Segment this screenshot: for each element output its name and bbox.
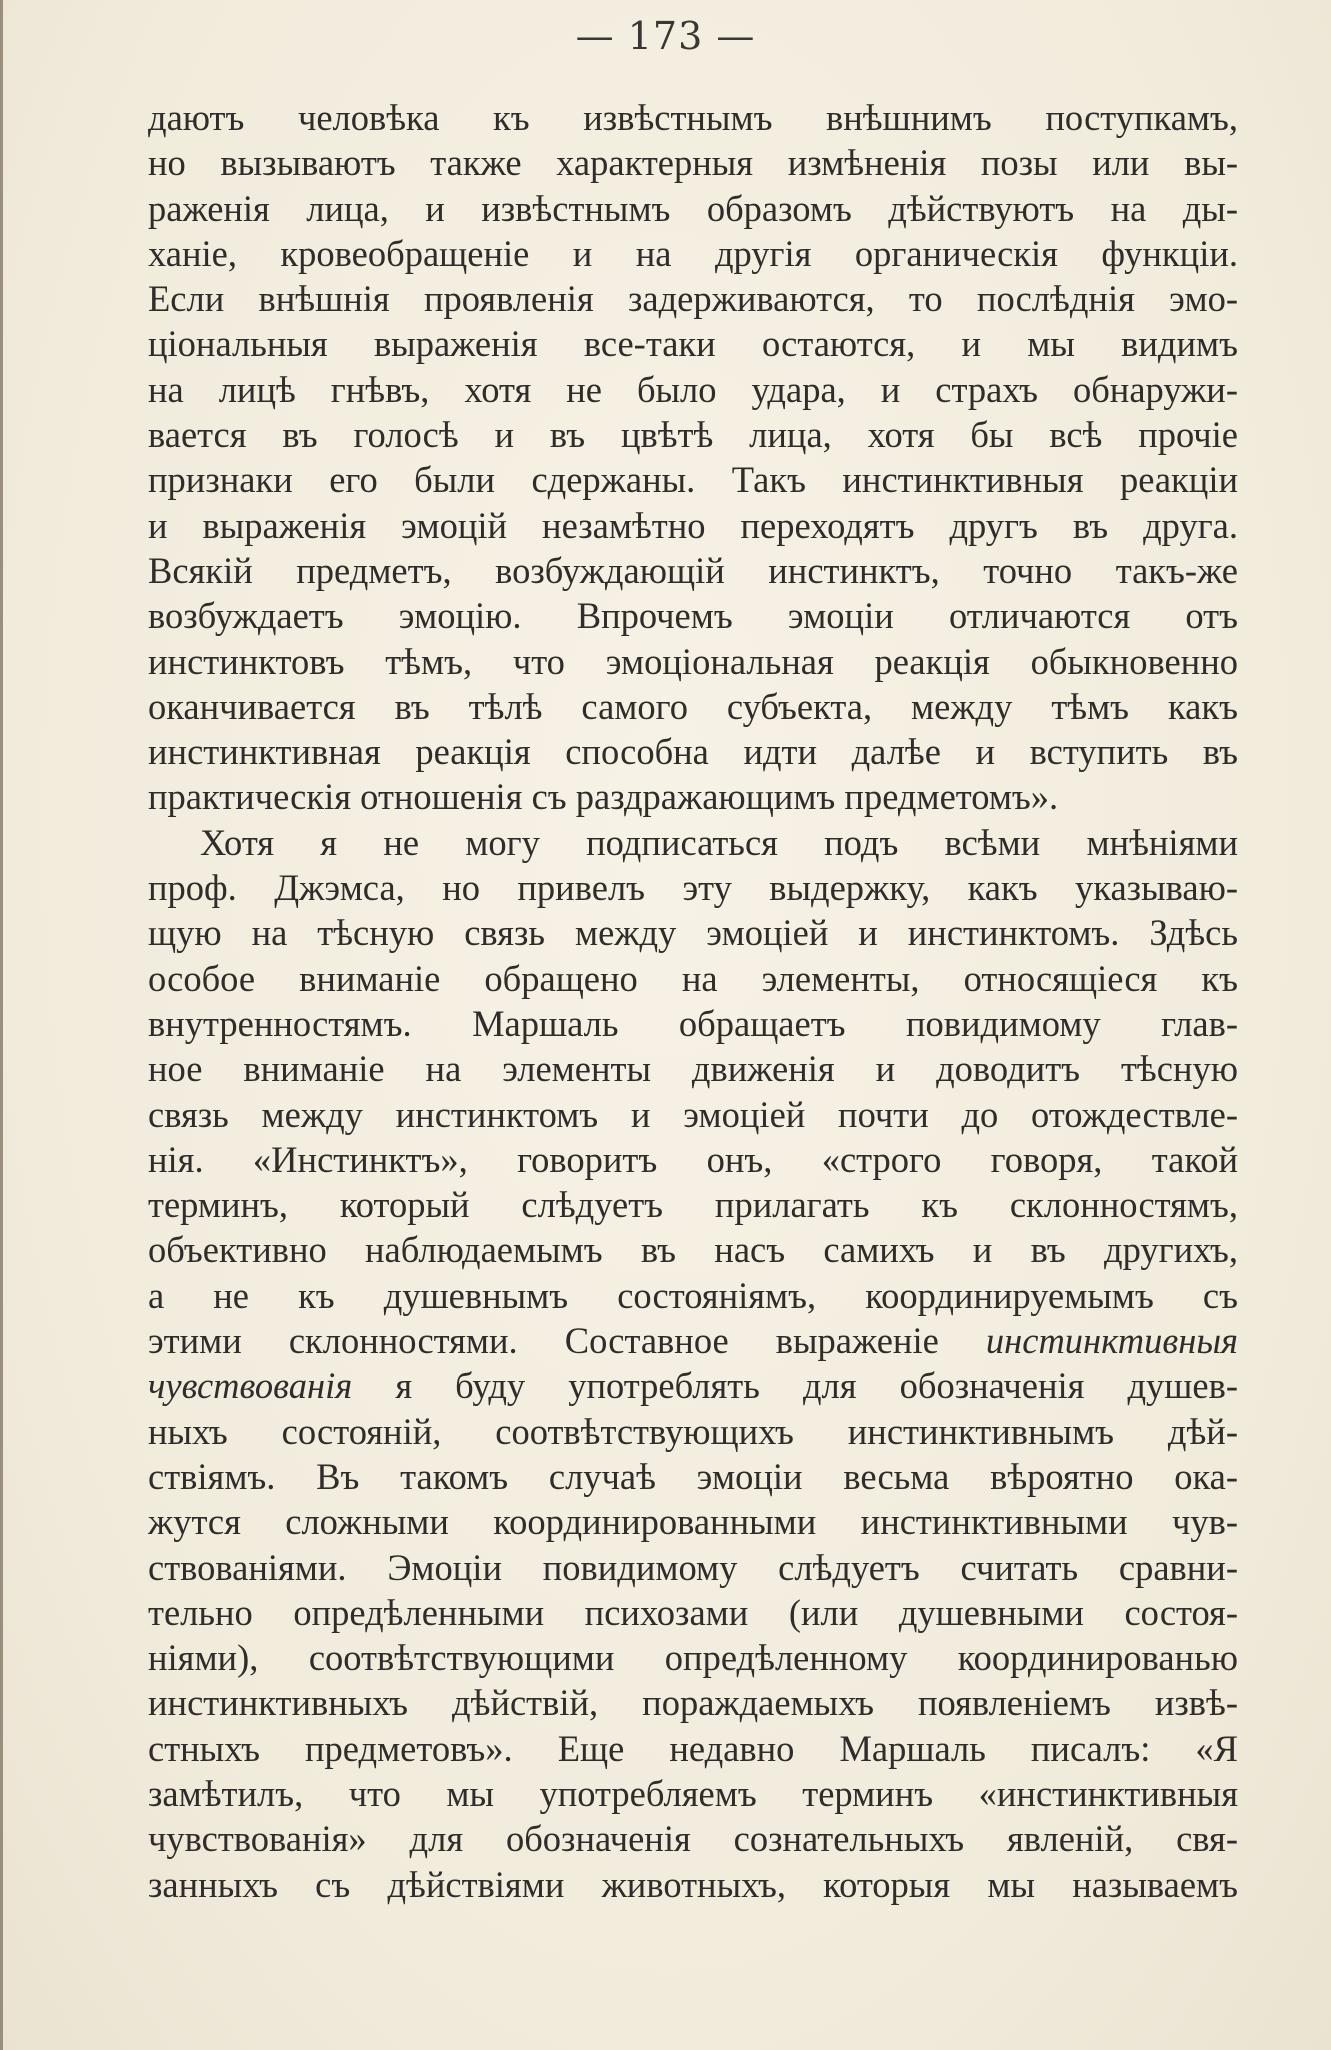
text-line: проф. Джэмса, но привелъ эту выдержку, какъ указываю- [148,867,1238,909]
text-line: ханіе, кровеобращеніе и на другія органическія функціи. [148,232,1238,274]
text-line: а не къ душевнымъ состояніямъ, координируемымъ съ [148,1274,1238,1316]
text-line: оканчивается въ тѣлѣ самого субъекта, между тѣмъ какъ [148,685,1238,727]
text-line: нія. «Инстинктъ», говоритъ онъ, «строго говоря, такой [148,1138,1238,1180]
body-text [148,95,1238,1907]
text-line: инстинктивная реакція способна идти далѣе и вступить въ [148,731,1238,773]
text-line: вается въ голосѣ и въ цвѣтѣ лица, хотя бы всѣ прочіе [148,414,1238,456]
text-line: ствіямъ. Въ такомъ случаѣ эмоціи весьма вѣроятно ока- [148,1455,1238,1497]
text-line: ное вниманіе на элементы движенія и доводитъ тѣсную [148,1048,1238,1090]
text-line: ніями), соотвѣтствующими опредѣленному координированью [148,1637,1238,1679]
text-line: щую на тѣсную связь между эмоціей и инстинктомъ. Здѣсь [148,912,1238,954]
text-line: практическія отношенія съ раздражающимъ предметомъ». [148,776,1059,818]
text-line: тельно опредѣленными психозами (или душевными состоя- [148,1591,1238,1633]
text-line: возбуждаетъ эмоцію. Впрочемъ эмоціи отличаются отъ [148,595,1238,637]
text-line: связь между инстинктомъ и эмоціей почти до отождествле- [148,1093,1238,1135]
text-line: Всякій предметъ, возбуждающій инстинктъ, точно такъ-же [148,549,1238,591]
text-line: ціональныя выраженія все-таки остаются, и мы видимъ [148,323,1238,365]
text-line: но вызываютъ также характерныя измѣненія позы или вы- [148,142,1238,184]
text-line: даютъ человѣка къ извѣстнымъ внѣшнимъ поступкамъ, [148,97,1238,138]
page-binding-edge [0,0,10,2050]
text-line: инстинктивныхъ дѣйствій, пораждаемыхъ появленіемъ извѣ- [148,1682,1238,1724]
text-line [148,1318,1238,1363]
text-line: стныхъ предметовъ». Еще недавно Маршаль писалъ: «Я [148,1727,1238,1769]
page-number: — 173 — [575,14,756,58]
text-line-paragraph-start: Хотя я не могу подписаться подъ всѣми мнѣніями [200,821,1238,863]
text-line: и выраженія эмоцій незамѣтно переходятъ другъ въ друга. [148,504,1238,546]
text-line: ныхъ состояній, соотвѣтствующихъ инстинктивнымъ дѣй- [148,1410,1238,1452]
text-line: особое вниманіе обращено на элементы, относящіеся къ [148,957,1238,999]
text-line: занныхъ съ дѣйствіями животныхъ, которыя мы называемъ [148,1863,1238,1905]
text-line: объективно наблюдаемымъ въ насъ самихъ и въ другихъ, [148,1229,1238,1271]
text-line: инстинктовъ тѣмъ, что эмоціональная реакція обыкновенно [148,640,1238,682]
text-line: внутренностямъ. Маршаль обращаетъ повидимому глав- [148,1002,1238,1044]
text-span: я буду употреблять для обозначенія душев- [395,1365,1238,1407]
text-line: признаки его были сдержаны. Такъ инстинктивныя реакціи [148,459,1238,501]
text-line: чувствованія» для обозначенія сознательныхъ явленій, свя- [148,1818,1238,1860]
italic-term: чувствованія [148,1365,353,1407]
text-line: ствованіями. Эмоціи повидимому слѣдуетъ считать сравни- [148,1546,1238,1588]
text-line: раженія лица, и извѣстнымъ образомъ дѣйствуютъ на ды- [148,187,1238,229]
text-line [148,1363,1238,1408]
text-line: на лицѣ гнѣвъ, хотя не было удара, и страхъ обнаружи- [148,368,1238,410]
text-line: жутся сложными координированными инстинктивными чув- [148,1501,1238,1543]
text-span: этими склонностями. Составное выраженіе [148,1320,939,1362]
text-line: терминъ, который слѣдуетъ прилагать къ склонностямъ, [148,1184,1238,1226]
text-line: Если внѣшнія проявленія задерживаются, то послѣднія эмо- [148,278,1238,320]
text-line: замѣтилъ, что мы употребляемъ терминъ «инстинктивныя [148,1772,1238,1814]
italic-term: инстинктивныя [985,1320,1238,1362]
